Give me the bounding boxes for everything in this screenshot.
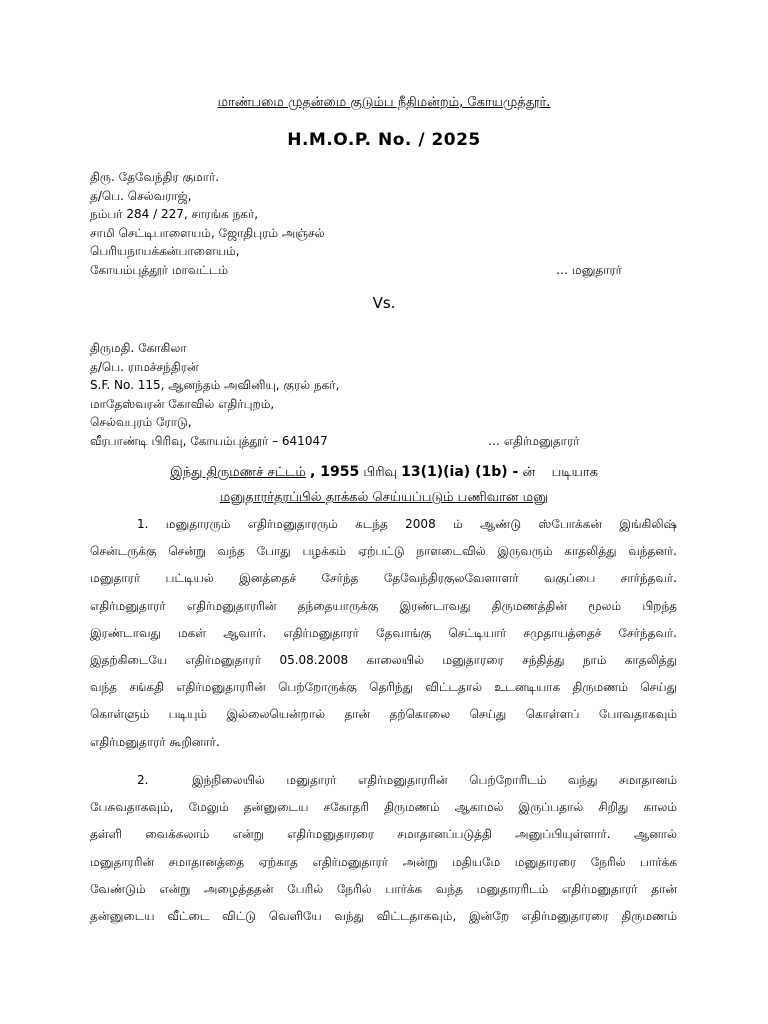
paragraph-line: தள்ளி வைக்கலாம் என்று எதிர்மனுதாரரை சமாதானப்படுத்தி அனுப்பியுள்ளார். ஆனால் [90, 827, 677, 842]
paragraph-line: சென்டருக்கு சென்று வந்த போது பழக்கம் ஏற்பட்டு நாளடைவில் இருவரும் காதலித்து வந்தனர். [90, 544, 677, 559]
respondent-line: த/பெ. ராமச்சந்திரன் [90, 359, 199, 374]
heading-section-word: பிரிவு [363, 465, 397, 480]
paragraph-line: எதிர்மனுதாரர் எதிர்மனுதாரரின் தந்தையாருக்கு இரண்டாவது திருமணத்தின் மூலம் பிறந்த [90, 598, 677, 613]
paragraph-text: மனுதாரரும் எதிர்மனுதாரரும் கடந்த 2008 ம் ஆண்டு ஸ்போக்கன் இங்கிலிஷ் [165, 517, 677, 531]
paragraph-line [90, 767, 677, 794]
heading-line-1 [0, 460, 768, 485]
petitioner-role: … மனுதாரர் [556, 262, 622, 277]
respondent-line: S.F. No. 115, ஆனந்தம் அவினியு, குரல் நகர், [90, 378, 340, 392]
respondent-line: மாதேஸ்வரன் கோவில் எதிர்புறம், [90, 396, 275, 411]
heading-line-2: மனுதாரர்தரப்பில் தாக்கல் செய்யப்படும் பணிவான மனு [219, 490, 549, 505]
respondent-block [90, 339, 690, 450]
case-number: H.M.O.P. No. / 2025 [287, 130, 481, 150]
paragraph-line: எதிர்மனுதாரர் கூறினார். [90, 734, 220, 749]
paragraph-1 [90, 511, 677, 756]
respondent-role: … எதிர்மனுதாரர் [488, 433, 580, 448]
heading-act-year: , 1955 [310, 464, 360, 480]
petitioner-line: திரு. தேவேந்திர குமார். [90, 170, 220, 184]
paragraph-line: மனுதாரரின் சமாதானத்தை ஏற்காத எதிர்மனுதாரர் அன்று மதியமே மனுதாரரை நேரில் பார்க்க [90, 854, 677, 869]
respondent-line: திருமதி. கோகிலா [90, 341, 187, 355]
heading-suffix: ன் படியாக [522, 465, 598, 480]
petitioner-district: கோயம்புத்தூர் மாவட்டம் [90, 262, 229, 277]
petitioner-line: த/பெ. செல்வராஜ், [90, 188, 192, 203]
versus-label: Vs. [372, 294, 396, 312]
heading-section-number: 13(1)(ia) (1b) - [401, 464, 519, 480]
paragraph-line: இரண்டாவது மகள் ஆவார். எதிர்மனுதாரர் தேவாங்கு செட்டியார் சமுதாயத்தைச் சேர்ந்தவர். [90, 625, 677, 640]
paragraph-line: தன்னுடைய வீட்டை விட்டு வெளியே வந்து விட்டதாகவும், இன்றே எதிர்மனுதாரரை திருமணம் [90, 908, 677, 923]
respondent-city: வீரபாண்டி பிரிவு, கோயம்புத்தூர் – 641047 [90, 433, 328, 448]
paragraph-line: மனுதாரர் பட்டியல் இனத்தைச் சேர்ந்த தேவேந்திரகுலவேளாளர் வகுப்பை சார்ந்தவர். [90, 571, 677, 586]
respondent-line-last [90, 432, 690, 451]
petitioner-block [90, 168, 690, 279]
paragraph-line: வேண்டும் என்று அழைத்ததன் பேரில் நேரில் பார்க்க வந்த மனுதாரரிடம் எதிர்மனுதாரர் தான் [90, 881, 677, 896]
petitioner-line: நம்பர் 284 / 227, சாரங்க நகர், [90, 207, 259, 221]
paragraph-2 [90, 767, 677, 930]
paragraph-line: இதற்கிடையே எதிர்மனுதாரர் 05.08.2008 காலையில் மனுதாரரை சந்தித்து நாம் காதலித்து [90, 652, 677, 667]
petitioner-line: பெரியநாயக்கன்பாளையம், [90, 244, 240, 258]
paragraph-line: வந்த சங்கதி எதிர்மனுதாரரின் பெற்றோருக்கு தெரிந்து விட்டதால் உடனடியாக திருமணம் செய்து [90, 680, 677, 695]
petitioner-line-last [90, 261, 690, 280]
paragraph-text: இந்நிலையில் மனுதாரர் எதிர்மனுதாரரின் பெற்றோரிடம் வந்து சமாதானம் [191, 773, 677, 787]
court-title: மாண்பமை முதன்மை குடும்ப நீதிமன்றம், கோயமுத்தூர். [217, 95, 551, 110]
paragraph-line: கொள்ளும் படியும் இல்லையென்றால் தான் தற்கொலை செய்து கொள்ளப் போவதாகவும் [90, 707, 677, 722]
paragraph-line: பேசுவதாகவும், மேலும் தன்னுடைய சகோதரி திருமணம் ஆகாமல் இருப்பதால் சிறிது காலம் [90, 800, 677, 815]
paragraph-number: 1. [137, 517, 149, 531]
paragraph-line [90, 511, 677, 538]
petitioner-line: சாமி செட்டிபாளையம், ஜோதிபுரம் அஞ்சல் [90, 225, 325, 240]
paragraph-number: 2. [137, 773, 149, 787]
petition-heading [0, 460, 768, 510]
respondent-line: செல்வபுரம் ரோடு, [90, 415, 192, 429]
heading-act-name: இந்து திருமணச் சட்டம் [170, 465, 306, 480]
